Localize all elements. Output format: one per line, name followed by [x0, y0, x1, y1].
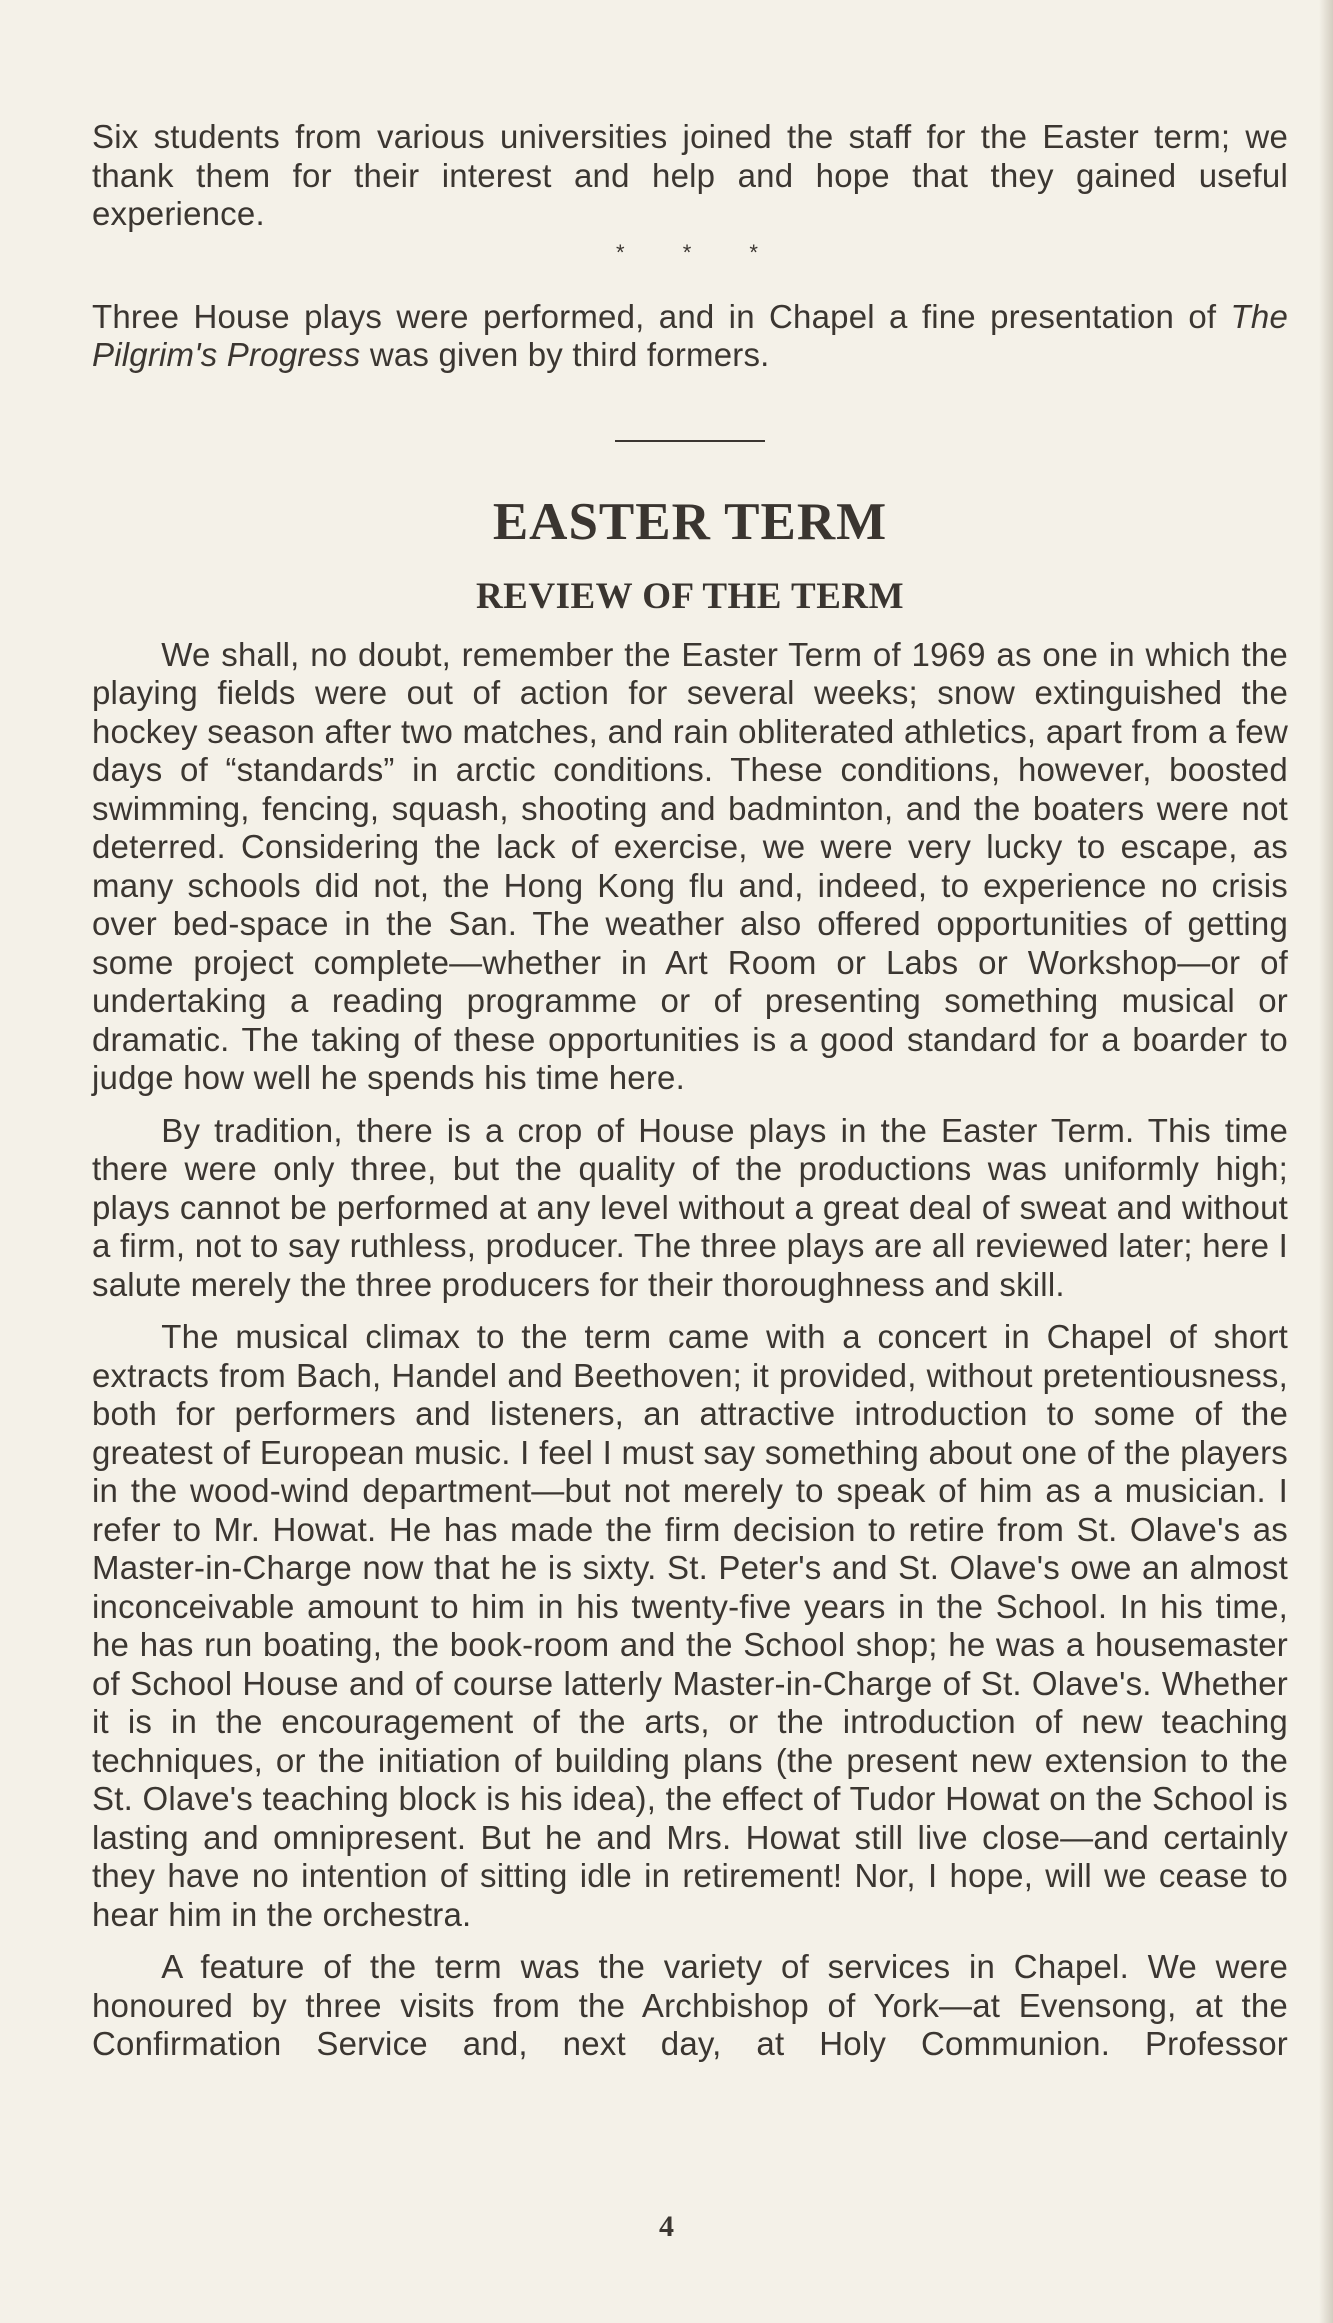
review-paragraph-chapel: A feature of the term was the variety of services in Chapel. We were honoured by three visits from the Archbishop of York—at Evensong, at the Confirmation Service and, next day, at Holy Communion. Professor	[92, 1948, 1288, 2062]
horizontal-rule	[615, 440, 765, 442]
section-separator-stars: * * *	[616, 239, 784, 265]
section-subtitle: REVIEW OF THE TERM	[475, 575, 905, 617]
page-edge-shadow	[1319, 0, 1333, 2323]
review-paragraph-music-howat: The musical climax to the term came with a concert in Chapel of short extracts from Bach, Handel and Beethoven; it provided, without pretentiousness, both for performers and listeners, an attractive introduction to some of the greatest of European music. I feel I must say something about one of the players in the wood-wind department—but not merely to speak of him as a musician. I refer to Mr. Howat. He has made the firm decision to retire from St. Olave's as Master-in-Charge now that he is sixty. St. Peter's and St. Olave's owe an almost inconceivable amount to him in his twenty-five years in the School. In his time, he has run boating, the book-room and the School shop; he was a housemaster of School House and of course latterly Master-in-Charge of St. Olave's. Whether it is in the encouragement of the arts, or the introduction of new teaching techniques, or the initiation of building plans (the present new extension to the St. Olave's teaching block is his idea), the effect of Tudor Howat on the School is lasting and omnipresent. But he and Mrs. Howat still live close—and certainly they have no intention of sitting idle in retirement! Nor, I hope, will we cease to hear him in the orchestra.	[92, 1318, 1288, 1933]
review-paragraph-house-plays: By tradition, there is a crop of House plays in the Easter Term. This time there were only three, but the quality of the productions was uniformly high; plays cannot be performed at any level without a great deal of sweat and without a firm, not to say ruthless, producer. The three plays are all reviewed later; here I salute merely the three producers for their thoroughness and skill.	[92, 1111, 1288, 1303]
page-number: 4	[659, 2210, 674, 2243]
review-paragraph-weather: We shall, no doubt, remember the Easter Term of 1969 as one in which the playing fields were out of action for several weeks; snow extinguished the hockey season after two matches, and rain obliterated athletics, apart from a few days of “standards” in arctic conditions. These conditions, however, boosted swimming, fencing, squash, shooting and badminton, and the boaters were not deterred. Considering the lack of exercise, we were very lucky to escape, as many schools did not, the Hong Kong flu and, indeed, to experience no crisis over bed-space in the San. The weather also offered opportunities of getting some project complete—whether in Art Room or Labs or Workshop—or of undertaking a reading programme or of presenting something musical or dramatic. The taking of these opportunities is a good standard for a boarder to judge how well he spends his time here.	[92, 635, 1288, 1096]
plays-text-end: was given by third formers.	[360, 336, 770, 373]
section-title: EASTER TERM	[492, 492, 888, 551]
plays-text-start: Three House plays were performed, and in Chapel a fine presentation of	[92, 297, 1231, 335]
intro-paragraph-students: Six students from various universities joined the staff for the Easter term; we thank them for their interest and help and hope that they gained useful experience.	[92, 118, 1288, 232]
pilgrims-progress-title: The Pilgrim's Progress	[92, 297, 1288, 373]
document-page	[92, 118, 1288, 2064]
intro-paragraph-plays	[92, 298, 1288, 375]
